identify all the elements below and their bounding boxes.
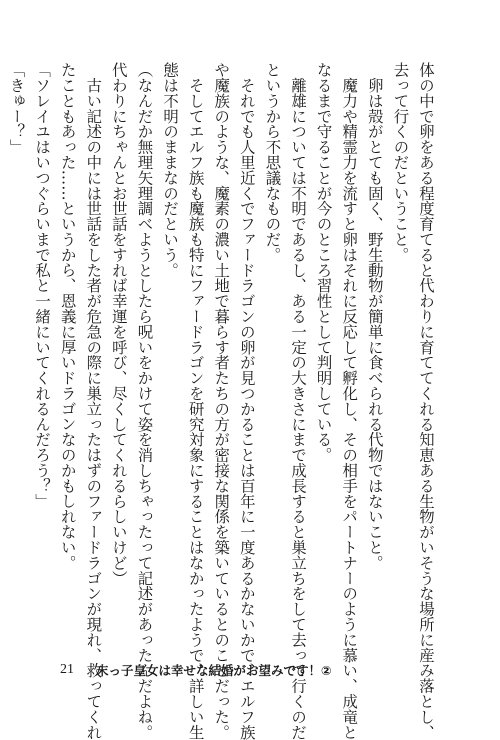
text-line: 「ソレイユはいつぐらいまで私と一緒にいてくれるんだろう？」 bbox=[33, 62, 52, 509]
page-number: 21 bbox=[60, 662, 74, 677]
text-line: 代わりにちゃんとお世話をすれば幸運を呼び、尽くしてくれるらしいけど） bbox=[109, 62, 128, 586]
text-line: 態は不明のままなのだという。 bbox=[161, 62, 180, 278]
text-line: たこともあった……というから、恩義に厚いドラゴンなのかもしれない。 bbox=[58, 62, 77, 571]
book-title: 末っ子皇女は幸せな結婚がお望みです！② bbox=[96, 663, 332, 678]
text-line: というから不思議なものだ。 bbox=[263, 62, 282, 263]
text-line: そしてエルフ族も魔族も特にファードラゴンを研究対象にすることはなかったようで、詳しい生 bbox=[186, 62, 205, 740]
text-line: なるまで守ることが今のところ習性として判明している。 bbox=[314, 62, 333, 463]
text-line: 離雄については不明であるし、ある一定の大きさにまで成長すると巣立ちをして去って行くのだ bbox=[289, 62, 308, 740]
text-line: 去って行くのだということ。 bbox=[391, 62, 410, 263]
text-line: それでも人里近くでファードラゴンの卵が見つかることは百年に一度あるかないかで、エルフ族 bbox=[237, 62, 256, 740]
text-line: や魔族のような、魔素の濃い土地で暮らす者たちの方が密接な関係を築いているとのことだった。 bbox=[212, 62, 231, 740]
text-line: （なんだか無理矢理調べようとしたら呪いをかけて姿を消しちゃったって記述があったんだよね。 bbox=[135, 62, 154, 740]
text-line: 「きゅー？」 bbox=[7, 62, 26, 155]
text-line: 魔力や精霊力を流すと卵はそれに反応して孵化し、その相手をパートナーのように慕い、成竜と bbox=[340, 62, 359, 740]
text-line: 古い記述の中には世話をした者が危急の際に巣立ったはずのファードラゴンが現れ、救ってくれ bbox=[84, 62, 103, 740]
text-line: 体の中で卵をある程度育てると代わりに育ててくれる知恵ある生物がいそうな場所に産み落とし、 bbox=[417, 62, 435, 740]
page-footer bbox=[60, 660, 332, 680]
text-line: 卵は殻がとても固く、野生動物が簡単に食べられる代物ではないこと。 bbox=[365, 62, 384, 571]
